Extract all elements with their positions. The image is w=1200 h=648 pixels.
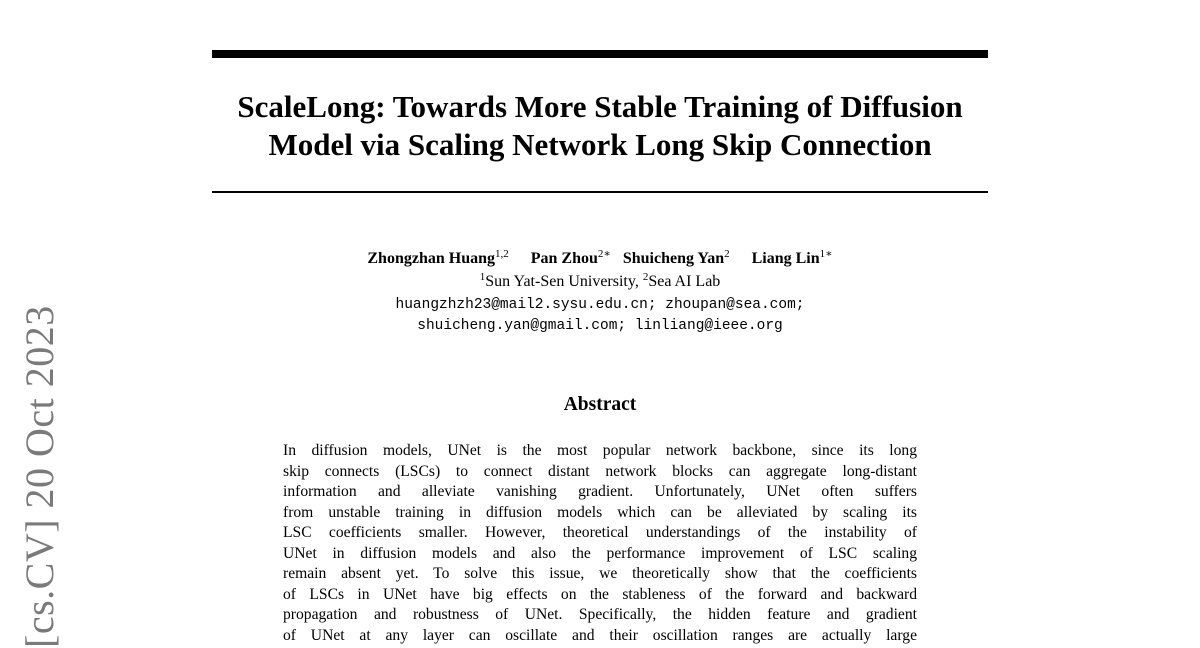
author-affiliation-mark: 2∗ [597,248,611,260]
affiliations [212,271,988,293]
affiliation-mark: 2 [642,271,649,283]
abstract-line: from unstable training in diffusion models which can be alleviated by scaling its [283,503,917,521]
affiliation-mark: 1 [479,271,486,283]
author-name: Zhongzhan Huang [367,250,495,267]
author-emails-line-2: shuicheng.yan@gmail.com; linliang@ieee.org [417,318,783,334]
arxiv-side-stamp: [cs.CV] 20 Oct 2023 [17,305,62,648]
title-top-rule [212,50,988,58]
abstract-heading: Abstract [563,394,637,415]
abstract-line: UNet in diffusion models and also the performance improvement of LSC scaling [283,544,917,562]
author-emails-line-1: huangzhzh23@mail2.sysu.edu.cn; zhoupan@sea.com; [395,297,805,313]
affiliation-text: Sea AI Lab [648,273,721,290]
abstract-line: remain absent yet. To solve this issue, we theoretically show that the coefficients [283,565,917,582]
abstract-line: propagation and robustness of UNet. Specifically, the hidden feature and gradient [283,606,917,623]
paper-title-line-2: Model via Scaling Network Long Skip Connection [268,127,932,162]
title-bottom-rule [212,191,988,193]
affiliation-text: Sun Yat-Sen University, [485,273,643,290]
author-affiliation-mark: 2 [724,248,730,260]
author-list [212,248,988,270]
abstract-line: LSC coefficients smaller. However, theoretical understandings of the instability of [283,524,917,541]
abstract-line: skip connects (LSCs) to connect distant network blocks can aggregate long-distant [283,462,917,480]
author-name: Pan Zhou [530,250,598,267]
abstract-line: information and alleviate vanishing gradient. Unfortunately, UNet often suffers [283,483,917,500]
author-affiliation-mark: 1∗ [819,248,833,260]
abstract-line: of LSCs in UNet have big effects on the stableness of the forward and backward [283,585,917,603]
author-affiliation-mark: 1,2 [494,248,509,260]
author-name: Shuicheng Yan [622,250,725,267]
abstract-line: of UNet at any layer can oscillate and their oscillation ranges are actually large [283,626,917,644]
author-name: Liang Lin [751,250,820,267]
paper-title-line-1: ScaleLong: Towards More Stable Training of Diffusion [237,89,963,124]
paper-title [212,88,988,164]
abstract-line: In diffusion models, UNet is the most popular network backbone, since its long [283,442,917,459]
abstract-body [283,441,917,646]
